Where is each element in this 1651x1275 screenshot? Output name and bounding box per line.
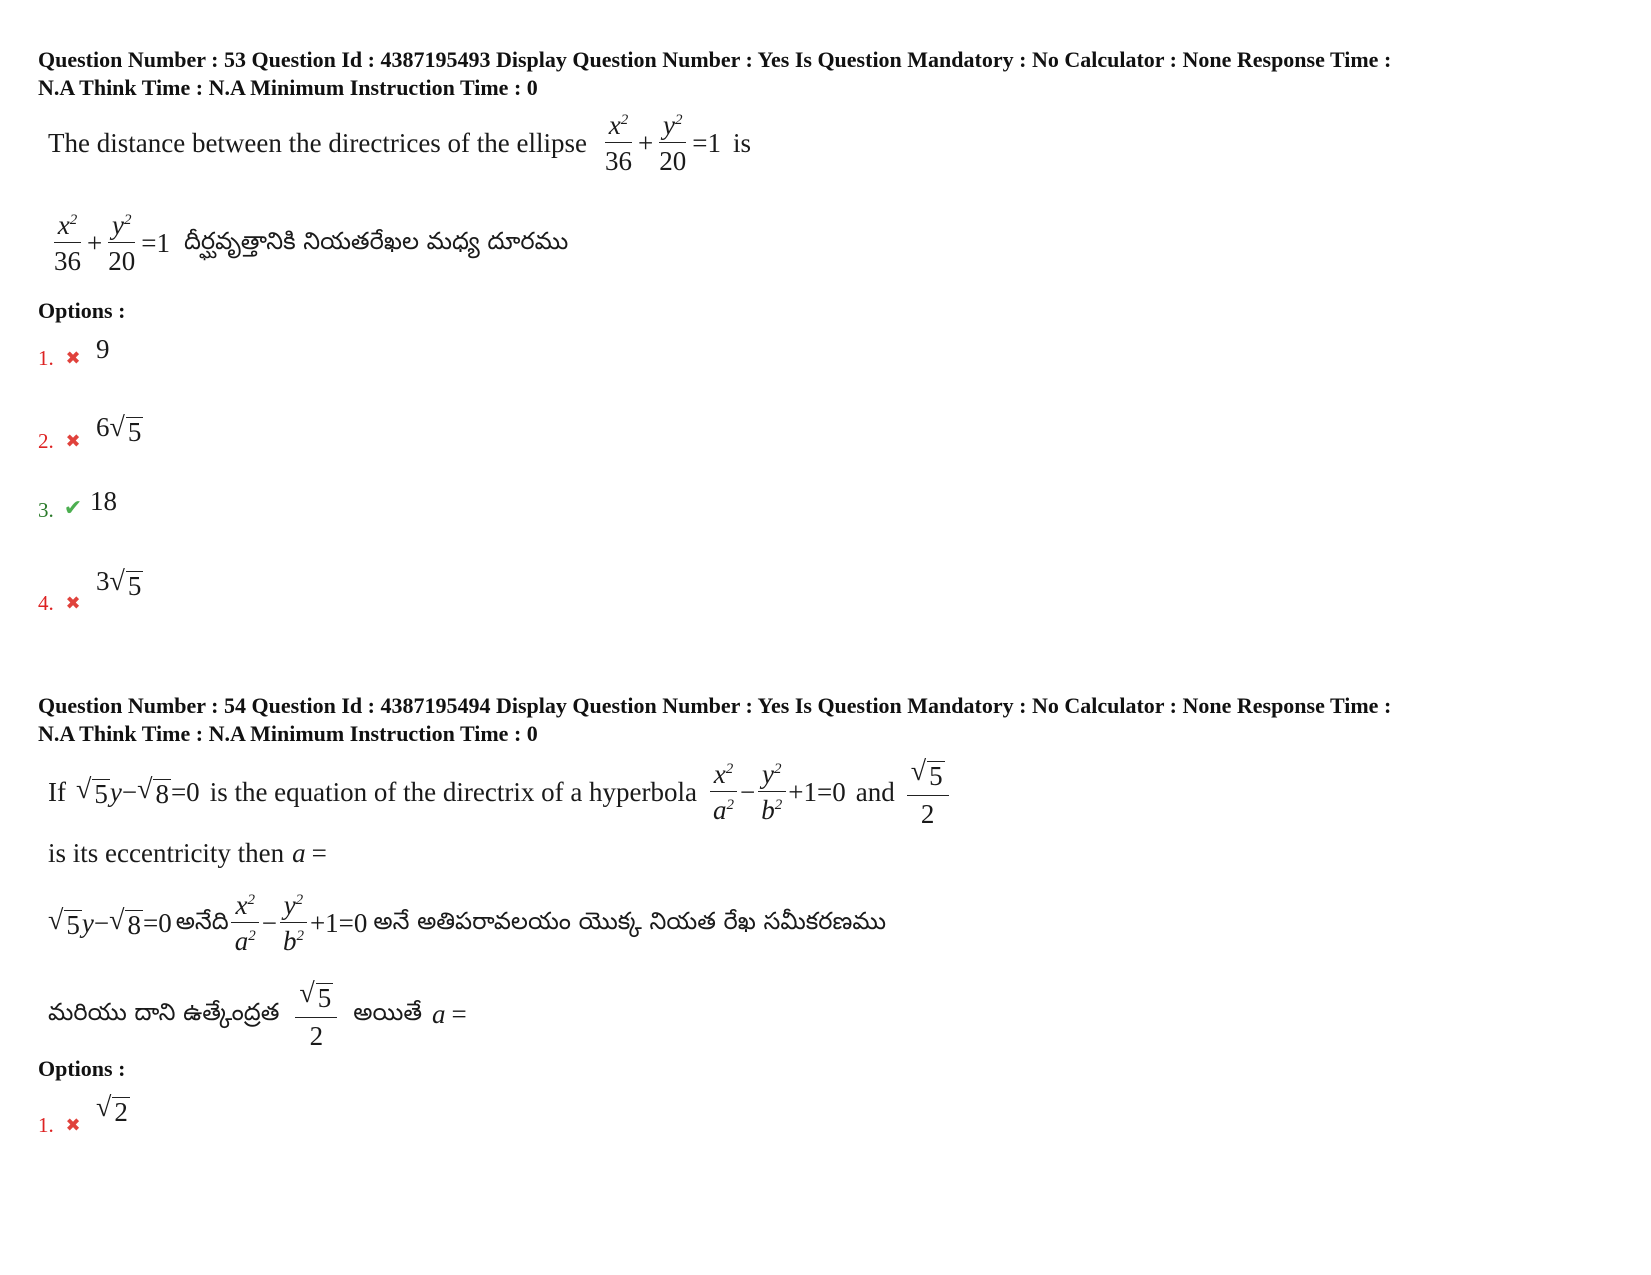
q53-english-question: The distance between the directrices of the ellipse $\frac{x^2}{36}$ + $\frac{y^2}{20}$ =1 is [48,110,751,176]
option-value: 6 √ 5 [96,412,142,447]
q54-meta [38,692,1618,748]
q54-option-1[interactable] [38,1092,130,1138]
q53-fraction-y: $\frac{y^2}{20}$ [659,110,687,176]
q54-english-text: is the equation of the directrix of a hyperbola [209,777,698,808]
cross-icon: ✖ [65,1114,81,1135]
option-number: 1. [38,1112,54,1137]
option-number: 4. [38,590,54,615]
q53-option-1[interactable] [38,334,110,371]
q54-telugu-question-line1: √ 5 y − √ 8 =0 అనేది $\frac{x^2}{a^2}$ − $\frac{y^2}{b^2}$ +1=0 అనే అతిపరావలయం యొక్క నియత రేఖ సమీకరణము [48,890,887,956]
check-icon: ✔ [63,495,83,520]
q53-option-2[interactable] [38,412,143,454]
q54-telugu-question-line2: మరియు దాని ఉత్కేంద్రత √ 5 2 అయితే a = [48,978,467,1051]
option-value: 9 [96,334,110,364]
q53-meta-line1: Question Number : 53 Question Id : 4387195493 Display Question Number : Yes Is Question Mandatory : No Calculator : None Response Time : [38,47,1392,72]
q54-meta-line2: N.A Think Time : N.A Minimum Instruction Time : 0 [38,721,538,746]
q54-options-label: Options : [38,1056,126,1081]
q53-options-label: Options : [38,298,126,323]
q53-option-4[interactable] [38,566,143,616]
q53-fraction-x: $\frac{x^2}{36}$ [605,110,633,176]
option-number: 2. [38,428,54,453]
q54-english-question-line1: If √ 5 y − √ 8 =0 is the equation of the directrix of a hyperbola $\frac{x^2}{a^2}$ − $\frac{y^2}{b^2}$ +1=0 and √ 5 2 [48,758,951,828]
q54-english-question-line2: is its eccentricity then a = [48,838,327,868]
q54-meta-line1: Question Number : 54 Question Id : 4387195494 Display Question Number : Yes Is Question Mandatory : No Calculator : None Response Time : [38,693,1392,718]
option-value: √ 2 [96,1092,128,1127]
q53-meta [38,46,1618,102]
cross-icon: ✖ [65,430,81,451]
option-value: 18 [90,486,117,516]
option-value: 3 √ 5 [96,566,142,601]
cross-icon: ✖ [65,348,81,368]
q53-telugu-question: $\frac{x^2}{36}$ + $\frac{y^2}{20}$ =1 దీర్ఘవృత్తానికి నియతరేఖల మధ్య దూరము [54,210,569,276]
cross-icon: ✖ [65,592,81,613]
q53-english-suffix: is [732,128,751,158]
q53-telugu-text: దీర్ఘవృత్తానికి నియతరేఖల మధ్య దూరము [183,226,569,255]
q53-option-3[interactable] [38,486,117,523]
option-number: 1. [38,346,54,370]
q53-english-text: The distance between the directrices of the ellipse [48,128,588,158]
option-number: 3. [38,498,54,522]
q53-meta-line2: N.A Think Time : N.A Minimum Instruction Time : 0 [38,75,538,100]
